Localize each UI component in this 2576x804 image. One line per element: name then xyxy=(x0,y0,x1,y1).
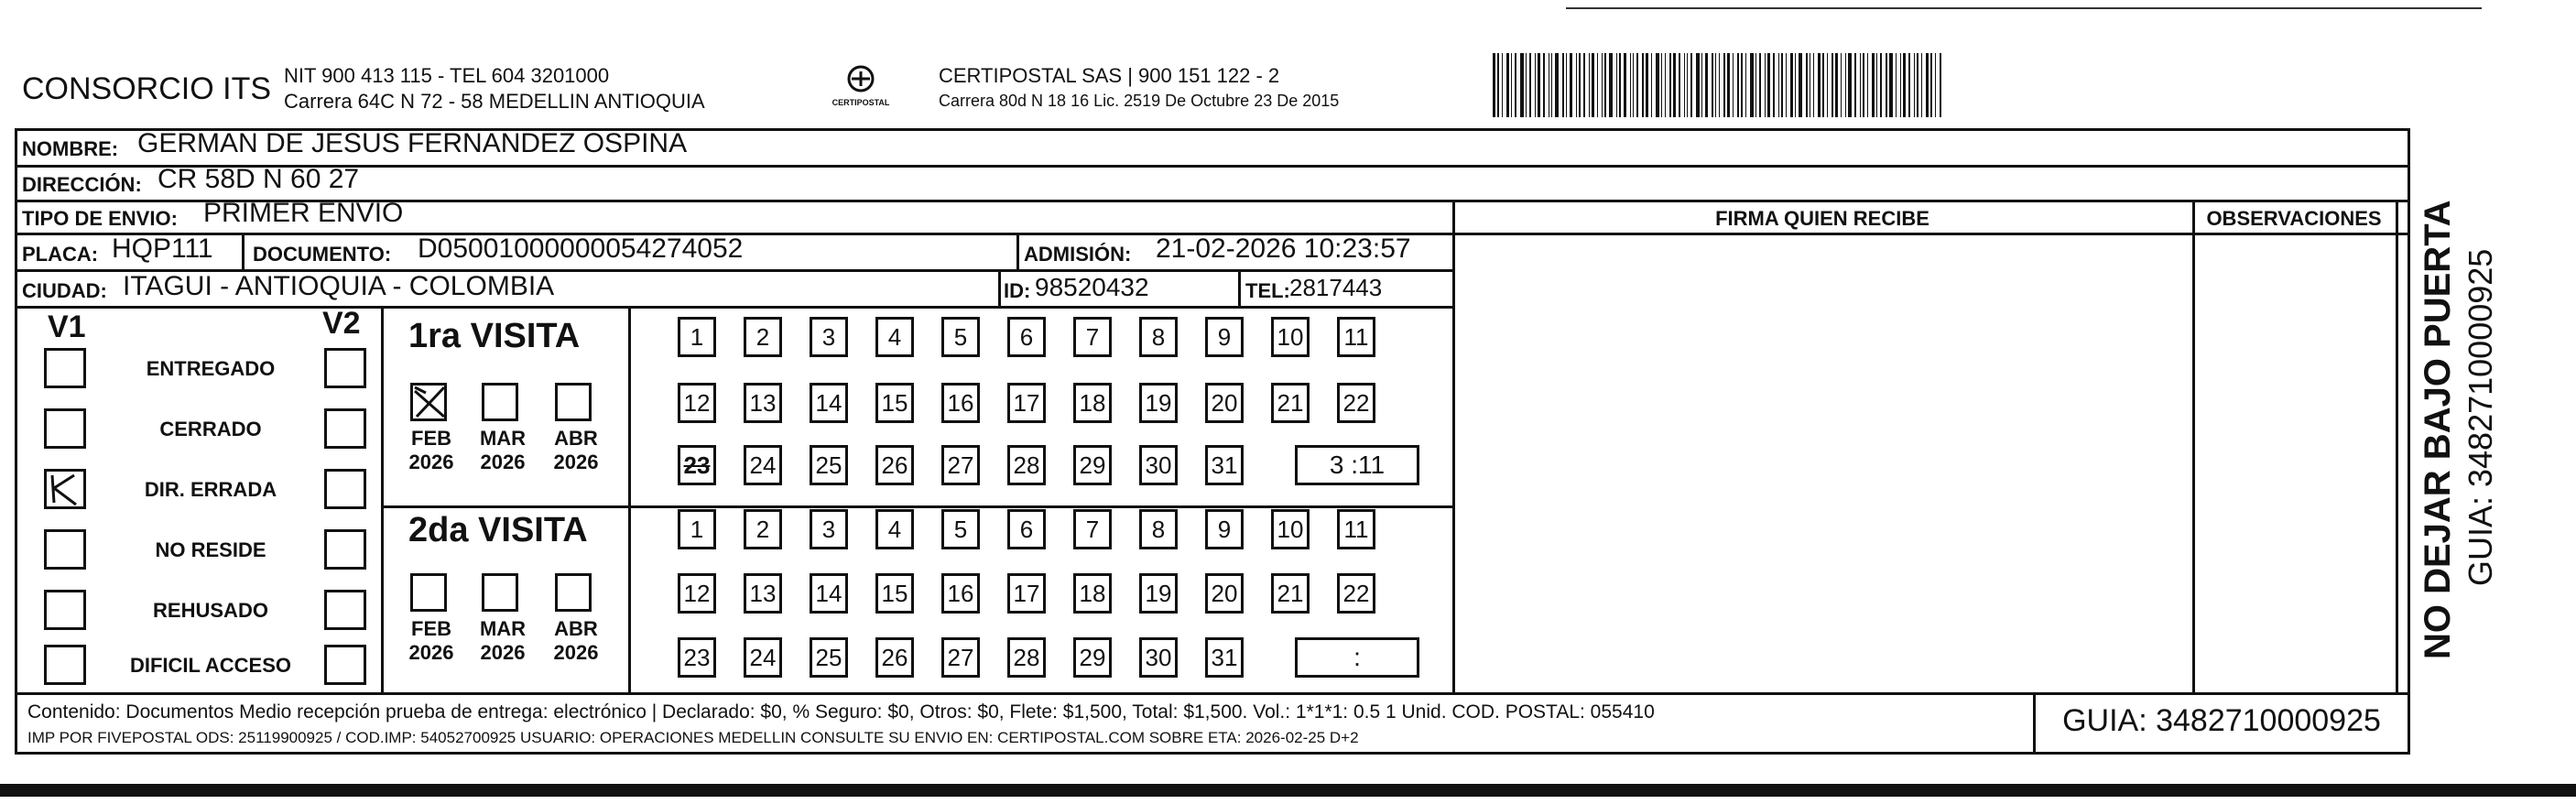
barcode-bar xyxy=(1827,53,1828,117)
observaciones-header: OBSERVACIONES xyxy=(2206,207,2382,230)
company-name: CONSORCIO ITS xyxy=(22,71,272,106)
barcode-bar xyxy=(1583,53,1585,117)
month-label: MAR xyxy=(479,617,527,640)
day-box[interactable]: 2 xyxy=(744,509,782,549)
day-box[interactable]: 12 xyxy=(678,573,716,614)
month-year: 2026 xyxy=(553,641,599,664)
barcode-bar xyxy=(1908,53,1910,117)
barcode-bar xyxy=(1765,53,1766,117)
barcode-bar xyxy=(1656,53,1659,117)
day-box[interactable]: 9 xyxy=(1205,317,1244,357)
barcode-bar xyxy=(1790,53,1793,117)
day-box[interactable]: 8 xyxy=(1139,317,1178,357)
day-box[interactable]: 18 xyxy=(1073,573,1112,614)
day-box[interactable]: 15 xyxy=(875,573,914,614)
courier-info-2: Carrera 80d N 18 16 Lic. 2519 De Octubre 23 De 2015 xyxy=(939,92,1340,110)
barcode-bar xyxy=(1511,53,1512,117)
month-checkbox[interactable] xyxy=(555,573,592,612)
barcode-bar xyxy=(1624,53,1626,117)
day-box[interactable]: 23 xyxy=(678,637,716,678)
barcode xyxy=(1493,53,2225,117)
barcode-bar xyxy=(1750,53,1754,117)
status-label: DIR. ERRADA xyxy=(144,478,277,501)
admision-value: 21-02-2026 10:23:57 xyxy=(1156,234,1411,264)
barcode-bar xyxy=(1661,53,1662,117)
barcode-bar xyxy=(1799,53,1802,117)
barcode-bar xyxy=(1872,53,1875,117)
day-box[interactable]: 26 xyxy=(875,637,914,678)
day-box[interactable]: 23 xyxy=(678,445,716,485)
barcode-bar xyxy=(1579,53,1581,117)
tel-value: 2817443 xyxy=(1289,274,1383,301)
month-year: 2026 xyxy=(408,451,454,473)
rule xyxy=(381,505,1452,508)
barcode-bar xyxy=(1860,53,1861,117)
barcode-bar xyxy=(1602,53,1603,117)
day-box[interactable]: 20 xyxy=(1205,573,1244,614)
barcode-bar xyxy=(1651,53,1652,117)
barcode-bar xyxy=(1609,53,1613,117)
day-box[interactable]: 14 xyxy=(810,573,848,614)
barcode-bar xyxy=(1535,53,1536,117)
status-label: CERRADO xyxy=(159,418,262,440)
barcode-bar xyxy=(1818,53,1821,117)
day-box[interactable]: 30 xyxy=(1139,445,1178,485)
day-box[interactable]: 16 xyxy=(941,573,980,614)
barcode-bar xyxy=(1896,53,1897,117)
barcode-bar xyxy=(1733,53,1734,117)
barcode-bar xyxy=(1636,53,1638,117)
rule xyxy=(1238,269,1241,306)
barcode-bar xyxy=(1646,53,1648,117)
v1-checkbox[interactable] xyxy=(44,408,86,449)
day-box[interactable]: 7 xyxy=(1073,317,1112,357)
v1-checkbox[interactable] xyxy=(44,590,86,630)
v2-checkbox[interactable] xyxy=(324,408,366,449)
month-checkbox[interactable] xyxy=(482,383,518,421)
barcode-bar xyxy=(1630,53,1631,117)
month-label: FEB xyxy=(411,617,451,640)
barcode-bar xyxy=(1854,53,1856,117)
day-box[interactable]: 7 xyxy=(1073,509,1112,549)
day-box[interactable]: 6 xyxy=(1007,317,1046,357)
rule xyxy=(242,233,245,269)
v2-label: V2 xyxy=(322,306,361,341)
barcode-bar xyxy=(1737,53,1739,117)
direccion-value: CR 58D N 60 27 xyxy=(158,164,360,194)
rule xyxy=(628,306,631,692)
documento-value: D05001000000054274052 xyxy=(418,234,744,264)
barcode-bar xyxy=(1940,53,1941,117)
barcode-bar xyxy=(1719,53,1720,117)
first-visit-time[interactable]: 3 :11 xyxy=(1295,445,1419,485)
barcode-bar xyxy=(1633,53,1634,117)
rule xyxy=(15,306,1452,309)
barcode-bar xyxy=(1845,53,1846,117)
barcode-bar xyxy=(1745,53,1746,117)
barcode-bar xyxy=(1538,53,1540,117)
barcode-bar xyxy=(1903,53,1906,117)
barcode-bar xyxy=(1592,53,1594,117)
barcode-bar xyxy=(1551,53,1552,117)
day-box[interactable]: 11 xyxy=(1337,317,1375,357)
barcode-bar xyxy=(1604,53,1606,117)
barcode-bar xyxy=(1679,53,1680,117)
rule xyxy=(2399,128,2410,131)
barcode-bar xyxy=(1930,53,1932,117)
rule xyxy=(381,306,384,692)
top-rule xyxy=(1566,7,2482,9)
day-box[interactable]: 22 xyxy=(1337,573,1375,614)
logo-caption: CERTIPOSTAL xyxy=(831,98,890,107)
day-box[interactable]: 16 xyxy=(941,383,980,423)
rule xyxy=(1016,233,1019,269)
day-box[interactable]: 1 xyxy=(678,317,716,357)
day-box[interactable]: 1 xyxy=(678,509,716,549)
barcode-bar xyxy=(1900,53,1901,117)
side-warning: NO DEJAR BAJO PUERTA xyxy=(2418,200,2458,659)
footer-guia: GUIA: 3482710000925 xyxy=(2062,703,2381,738)
day-box[interactable]: 22 xyxy=(1337,383,1375,423)
v2-checkbox[interactable] xyxy=(324,529,366,570)
day-box[interactable]: 24 xyxy=(744,637,782,678)
barcode-bar xyxy=(1889,53,1893,117)
check-mark-icon xyxy=(413,386,446,420)
barcode-bar xyxy=(1806,53,1808,117)
tipo-envio-label: TIPO DE ENVIO: xyxy=(22,207,178,230)
day-box[interactable]: 17 xyxy=(1007,573,1046,614)
direccion-label: DIRECCIÓN: xyxy=(22,173,142,196)
day-box[interactable]: 21 xyxy=(1271,573,1310,614)
barcode-bar xyxy=(1493,53,1495,117)
company-info-2: Carrera 64C N 72 - 58 MEDELLIN ANTIOQUIA xyxy=(284,90,705,113)
day-box[interactable]: 21 xyxy=(1271,383,1310,423)
day-box[interactable]: 31 xyxy=(1205,637,1244,678)
certipostal-logo-icon xyxy=(842,64,879,93)
month-checkbox[interactable] xyxy=(482,573,518,612)
rule xyxy=(1452,200,1455,694)
barcode-bar xyxy=(1863,53,1864,117)
month-label: ABR xyxy=(554,617,598,640)
placa-label: PLACA: xyxy=(22,243,99,266)
day-box[interactable]: 25 xyxy=(810,445,848,485)
day-box[interactable]: 29 xyxy=(1073,637,1112,678)
barcode-bar xyxy=(1781,53,1783,117)
day-box[interactable]: 29 xyxy=(1073,445,1112,485)
tel-label: TEL: xyxy=(1245,279,1290,302)
side-guia: GUIA: 3482710000925 xyxy=(2462,248,2499,586)
status-label: ENTREGADO xyxy=(146,357,276,380)
barcode-bar xyxy=(1841,53,1842,117)
barcode-bar xyxy=(1642,53,1644,117)
barcode-bar xyxy=(1696,53,1700,117)
barcode-bar xyxy=(1914,53,1915,117)
rule xyxy=(998,269,1001,306)
day-box[interactable]: 27 xyxy=(941,445,980,485)
month-year: 2026 xyxy=(480,451,526,473)
rule xyxy=(2192,200,2195,694)
v1-label: V1 xyxy=(48,310,86,344)
barcode-bar xyxy=(1701,53,1702,117)
barcode-bar xyxy=(1619,53,1621,117)
barcode-bar xyxy=(1759,53,1761,117)
day-box[interactable]: 3 xyxy=(810,509,848,549)
day-box[interactable]: 28 xyxy=(1007,445,1046,485)
barcode-bar xyxy=(1786,53,1787,117)
status-label: DIFICIL ACCESO xyxy=(129,654,291,677)
day-box[interactable]: 8 xyxy=(1139,509,1178,549)
day-box[interactable]: 20 xyxy=(1205,383,1244,423)
bottom-bar xyxy=(0,784,2576,797)
rule xyxy=(2396,200,2398,694)
barcode-bar xyxy=(1831,53,1833,117)
day-box[interactable]: 3 xyxy=(810,317,848,357)
barcode-bar xyxy=(1723,53,1725,117)
barcode-bar xyxy=(1690,53,1692,117)
day-box[interactable]: 12 xyxy=(678,383,716,423)
barcode-bar xyxy=(1848,53,1852,117)
v2-checkbox[interactable] xyxy=(324,469,366,509)
day-box[interactable]: 19 xyxy=(1139,573,1178,614)
day-box[interactable]: 18 xyxy=(1073,383,1112,423)
company-info-1: NIT 900 413 115 - TEL 604 3201000 xyxy=(284,64,610,87)
month-label: MAR xyxy=(479,427,527,450)
placa-value: HQP111 xyxy=(112,234,213,264)
day-box[interactable]: 25 xyxy=(810,637,848,678)
rule xyxy=(15,165,2410,168)
day-box[interactable]: 2 xyxy=(744,317,782,357)
barcode-bar xyxy=(1795,53,1796,117)
day-box[interactable]: 14 xyxy=(810,383,848,423)
footer-imp: IMP POR FIVEPOSTAL ODS: 25119900925 / COD.IMP: 54052700925 USUARIO: OPERACIONES MEDELLIN CONSULTE SU ENVIO EN: CERTIPOSTAL.COM SOBRE ETA: 2026-02-25 D+2 xyxy=(27,729,1359,746)
barcode-bar xyxy=(1562,53,1564,117)
day-box[interactable]: 9 xyxy=(1205,509,1244,549)
v2-checkbox[interactable] xyxy=(324,645,366,685)
month-checkbox[interactable] xyxy=(410,383,447,421)
barcode-bar xyxy=(1755,53,1756,117)
day-box[interactable]: 11 xyxy=(1337,509,1375,549)
check-mark-icon xyxy=(47,472,83,506)
barcode-bar xyxy=(1506,53,1509,117)
barcode-bar xyxy=(1926,53,1929,117)
barcode-bar xyxy=(1669,53,1671,117)
barcode-bar xyxy=(1566,53,1567,117)
barcode-bar xyxy=(1778,53,1779,117)
barcode-bar xyxy=(1497,53,1499,117)
barcode-bar xyxy=(1741,53,1743,117)
barcode-bar xyxy=(1684,53,1685,117)
barcode-bar xyxy=(1673,53,1676,117)
day-box[interactable]: 28 xyxy=(1007,637,1046,678)
barcode-bar xyxy=(1526,53,1527,117)
barcode-bar xyxy=(1576,53,1577,117)
v1-checkbox[interactable] xyxy=(44,348,86,388)
id-label: ID: xyxy=(1004,279,1031,302)
day-box[interactable]: 31 xyxy=(1205,445,1244,485)
day-box[interactable]: 5 xyxy=(941,317,980,357)
barcode-bar xyxy=(1520,53,1524,117)
v1-checkbox[interactable] xyxy=(44,529,86,570)
barcode-bar xyxy=(1935,53,1936,117)
day-box[interactable]: 19 xyxy=(1139,383,1178,423)
day-box[interactable]: 10 xyxy=(1271,317,1310,357)
barcode-bar xyxy=(1880,53,1882,117)
barcode-bar xyxy=(1822,53,1824,117)
barcode-bar xyxy=(1917,53,1918,117)
month-label: ABR xyxy=(554,427,598,450)
second-visit-time[interactable]: : xyxy=(1295,637,1419,678)
barcode-bar xyxy=(1767,53,1770,117)
day-box[interactable]: 4 xyxy=(875,317,914,357)
barcode-bar xyxy=(1876,53,1877,117)
month-year: 2026 xyxy=(408,641,454,664)
admision-label: ADMISIÓN: xyxy=(1024,243,1132,266)
ciudad-label: CIUDAD: xyxy=(22,279,107,302)
month-checkbox[interactable] xyxy=(555,383,592,421)
day-box[interactable]: 17 xyxy=(1007,383,1046,423)
certipostal-logo xyxy=(829,64,893,115)
tipo-envio-value: PRIMER ENVIO xyxy=(203,198,404,228)
month-year: 2026 xyxy=(480,641,526,664)
barcode-bar xyxy=(1921,53,1922,117)
barcode-bar xyxy=(1515,53,1516,117)
barcode-bar xyxy=(1886,53,1887,117)
barcode-bar xyxy=(1712,53,1713,117)
nombre-value: GERMAN DE JESUS FERNANDEZ OSPINA xyxy=(137,128,688,158)
barcode-bar xyxy=(1715,53,1716,117)
v2-checkbox[interactable] xyxy=(324,348,366,388)
day-box[interactable]: 13 xyxy=(744,383,782,423)
barcode-bar xyxy=(1597,53,1598,117)
day-box[interactable]: 5 xyxy=(941,509,980,549)
v1-checkbox[interactable] xyxy=(44,645,86,685)
courier-info-1: CERTIPOSTAL SAS | 900 151 122 - 2 xyxy=(939,64,1280,87)
ciudad-value: ITAGUI - ANTIOQUIA - COLOMBIA xyxy=(123,271,555,301)
day-box[interactable]: 24 xyxy=(744,445,782,485)
day-box[interactable]: 30 xyxy=(1139,637,1178,678)
day-box[interactable]: 15 xyxy=(875,383,914,423)
barcode-bar xyxy=(1867,53,1868,117)
first-visit-title: 1ra VISITA xyxy=(408,317,581,355)
month-checkbox[interactable] xyxy=(410,573,447,612)
day-box[interactable]: 6 xyxy=(1007,509,1046,549)
day-box[interactable]: 10 xyxy=(1271,509,1310,549)
v2-checkbox[interactable] xyxy=(324,590,366,630)
status-label: REHUSADO xyxy=(153,599,268,622)
barcode-bar xyxy=(1543,53,1545,117)
barcode-bar xyxy=(1529,53,1531,117)
v1-checkbox[interactable] xyxy=(44,469,86,509)
day-box[interactable]: 26 xyxy=(875,445,914,485)
second-visit-title: 2da VISITA xyxy=(408,511,588,549)
barcode-bar xyxy=(1502,53,1503,117)
month-label: FEB xyxy=(411,427,451,450)
barcode-bar xyxy=(1773,53,1775,117)
firma-header: FIRMA QUIEN RECIBE xyxy=(1715,207,1929,230)
documento-label: DOCUMENTO: xyxy=(253,243,392,266)
rule xyxy=(15,692,2410,695)
nombre-label: NOMBRE: xyxy=(22,137,119,160)
barcode-bar xyxy=(1665,53,1666,117)
status-label: NO RESIDE xyxy=(155,538,266,561)
barcode-bar xyxy=(1555,53,1559,117)
month-year: 2026 xyxy=(553,451,599,473)
barcode-bar xyxy=(1727,53,1730,117)
barcode-bar xyxy=(1570,53,1572,117)
day-box[interactable]: 27 xyxy=(941,637,980,678)
barcode-bar xyxy=(1813,53,1814,117)
barcode-bar xyxy=(1687,53,1688,117)
barcode-bar xyxy=(1705,53,1708,117)
barcode-bar xyxy=(1835,53,1838,117)
barcode-bar xyxy=(1589,53,1590,117)
barcode-bar xyxy=(1616,53,1617,117)
id-value: 98520432 xyxy=(1035,273,1149,301)
day-box[interactable]: 4 xyxy=(875,509,914,549)
footer-content: Contenido: Documentos Medio recepción prueba de entrega: electrónico | Declarado: $0, % Seguro: $0, Otros: $0, Flete: $1,500, Total: $1,500. Vol.: 1*1*1: 0.5 1 Unid. COD. POSTAL: 055410 xyxy=(27,701,1655,723)
day-box[interactable]: 13 xyxy=(744,573,782,614)
